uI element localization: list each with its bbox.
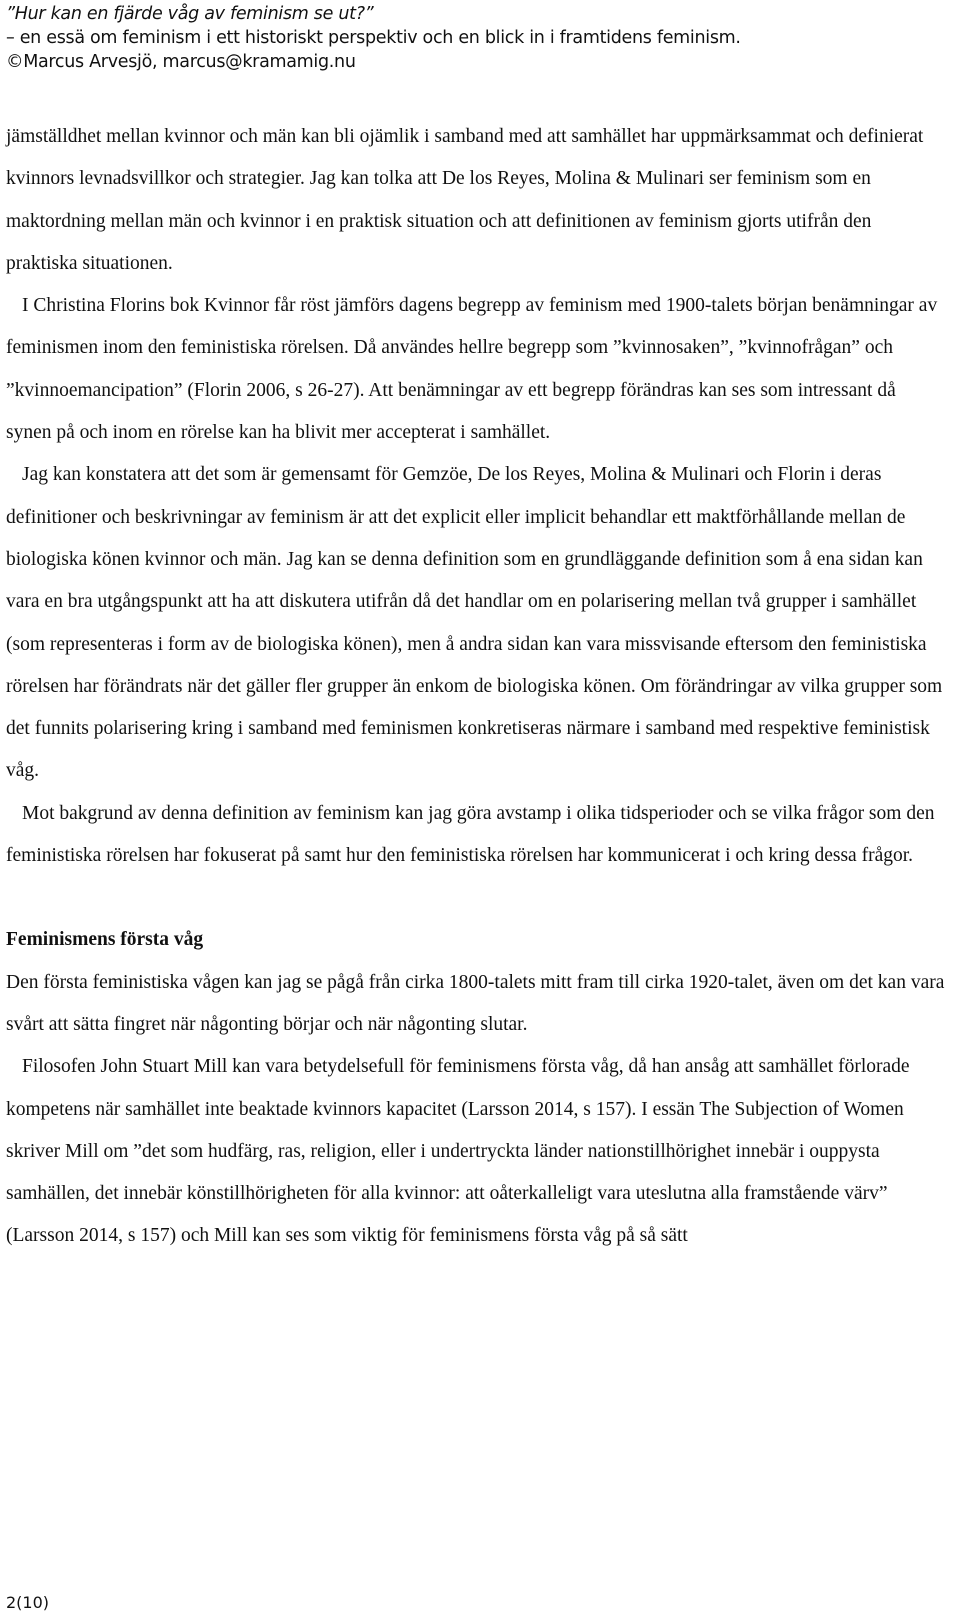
paragraph-5: Den första feministiska vågen kan jag se pågå från cirka 1800-talets mitt fram till cirka 1920-talet, även om det kan vara svårt att sätta fingret när någonting börjar och när någonting slutar. [6, 971, 945, 1035]
header-author: ©Marcus Arvesjö, marcus@kramamig.nu [6, 52, 356, 72]
paragraph-1: jämställdhet mellan kvinnor och män kan bli ojämlik i samband med att samhället har uppmärksammat och definierat kvinnors levnadsvillkor och strategier. Jag kan tolka att De los Reyes, Molina & Mulinari ser feminism som en maktordning mellan män och kvinnor i en praktisk situation och att definitionen av feminism gjorts utifrån den praktiska situationen. [6, 126, 924, 274]
page-number: 2(10) [6, 1593, 50, 1612]
running-header [6, 2, 741, 74]
header-title: ”Hur kan en fjärde våg av feminism se ut?” [6, 4, 374, 24]
paragraph-2: I Christina Florins bok Kvinnor får röst jämförs dagens begrepp av feminism med 1900-talets början benämningar av feminismen inom den feministiska rörelsen. Då användes hellre begrepp som ”kvinnosaken”, ”kvinnofrågan” och ”kvinnoemancipation” (Florin 2006, s 26-27). Att benämningar av ett begrepp förändras kan ses som intressant då synen på och inom en rörelse kan ha blivit mer accepterat i samhället. [6, 295, 938, 444]
section-heading: Feminismens första våg [6, 929, 204, 951]
body-text [6, 116, 946, 1258]
paragraph-6: Filosofen John Stuart Mill kan vara betydelsefull för feminismens första våg, då han ansåg att samhället förlorade kompetens när samhället inte beaktade kvinnors kapacitet (Larsson 2014, s 157). I essän The Subjection of Women skriver Mill om ”det som hudfärg, ras, religion, eller i undertryckta länder nationstillhörighet innebär i ouppysta samhällen, det innebär könstillhörigheten för alla kvinnor: att oåterkalleligt vara uteslutna alla framstående värv” (Larsson 2014, s 157) och Mill kan ses som viktig för feminismens första våg på så sätt [6, 1056, 910, 1247]
header-subtitle: – en essä om feminism i ett historiskt perspektiv och en blick in i framtidens feminism. [6, 28, 741, 48]
paragraph-4: Mot bakgrund av denna definition av feminism kan jag göra avstamp i olika tidsperioder och se vilka frågor som den feministiska rörelsen har fokuserat på samt hur den feministiska rörelsen har kommunicerat i och kring dessa frågor. [6, 802, 935, 867]
paragraph-3: Jag kan konstatera att det som är gemensamt för Gemzöe, De los Reyes, Molina & Mulinari och Florin i deras definitioner och beskrivningar av feminism är att det explicit eller implicit behandlar ett maktförhållande mellan de biologiska könen kvinnor och män. Jag kan se denna definition som en grundläggande definition som å ena sidan kan vara en bra utgångspunkt att ha att diskutera utifrån då det handlar om en polarisering mellan två grupper i samhället (som representeras i form av de biologiska könen), men å andra sidan kan vara missvisande eftersom den feministiska rörelsen har förändrats när det gäller fler grupper än enkom de biologiska könen. Om förändringar av vilka grupper som det funnits polarisering kring i samband med feminismen konkretiseras närmare i samband med respektive feministisk våg. [6, 464, 943, 782]
